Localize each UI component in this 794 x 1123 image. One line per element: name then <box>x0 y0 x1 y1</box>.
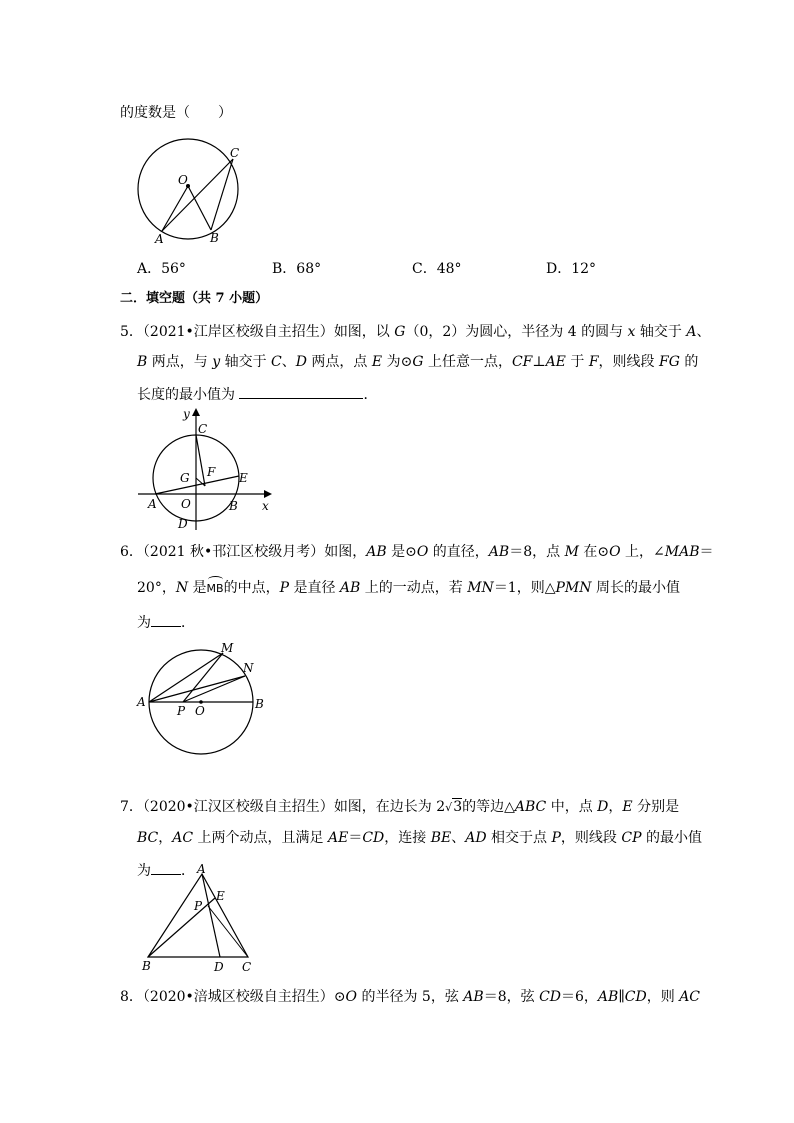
q6-label-p: P <box>177 704 186 718</box>
q6-label-a: A <box>137 695 146 709</box>
q6-label-m: M <box>221 641 234 655</box>
q5-label-o: O <box>181 497 191 511</box>
q7-label-p: P <box>194 899 203 913</box>
q4-option-a: A．56° <box>137 261 186 277</box>
q7-label-b: B <box>142 959 151 973</box>
q4-stem-tail: 的度数是（ ） <box>120 105 232 121</box>
q7-line2: BC，AC 上两个动点，且满足 AE＝CD，连接 BE、AD 相交于点 P，则线段 CP 的最小值 <box>137 830 702 846</box>
q4-option-c: C．48° <box>412 261 462 277</box>
q4-option-b: B．68° <box>272 261 322 277</box>
q5-label-b: B <box>229 499 238 513</box>
q5-label-d: D <box>178 517 188 531</box>
q6-answer-blank[interactable] <box>151 612 181 627</box>
q5-line2: B 两点，与 y 轴交于 C、D 两点，点 E 为⊙G 上任意一点，CF⊥AE 于 F，则线段 FG 的 <box>137 354 699 370</box>
q6-line3: 为 ． <box>137 612 195 633</box>
q5-label-f: F <box>207 465 216 479</box>
q4-option-d: D．12° <box>546 261 597 277</box>
q5-answer-blank[interactable] <box>239 384 363 399</box>
q6-label-b: B <box>255 697 264 711</box>
q4-circle <box>138 139 238 239</box>
q7-label-d: D <box>214 960 224 974</box>
q6-label-o: O <box>195 704 205 718</box>
q5-line3: 长度的最小值为 ． <box>137 384 377 405</box>
q6-label-n: N <box>243 661 254 675</box>
q5-label-c: C <box>198 422 208 436</box>
q7-line3: 为 ． <box>137 860 195 881</box>
q7-sqrt-3: 3 <box>453 799 463 815</box>
q4-label-c: C <box>230 146 240 160</box>
section-title: 二．填空题（共 7 小题） <box>120 291 269 306</box>
q5-circle-figure <box>138 408 278 533</box>
q5-label-e: E <box>239 471 248 485</box>
q4-label-o: O <box>178 173 188 187</box>
q5-label-x: x <box>262 499 269 513</box>
q7-label-a: A <box>197 862 206 876</box>
q5-label-a: A <box>148 497 157 511</box>
q7-line1: 7．（2020•江汉区校级自主招生）如图，在边长为 2√3的等边△ABC 中，点 D，E 分别是 <box>120 799 680 815</box>
q6-line2: 20°，N 是MB的中点，P 是直径 AB 上的一动点，若 MN＝1，则△PMN 周长的最小值 <box>137 578 680 599</box>
q6-line1: 6．（2021 秋•邗江区校级月考）如图，AB 是⊙O 的直径，AB＝8，点 M 在⊙O 上，∠MAB＝ <box>120 544 714 560</box>
q5-line1: 5．（2021•江岸区校级自主招生）如图，以 G（0，2）为圆心，半径为 4 的圆与 x 轴交于 A、 <box>120 324 711 340</box>
q4-label-a: A <box>155 232 164 246</box>
q5-label-y: y <box>183 407 190 421</box>
q5-label-g: G <box>180 471 190 485</box>
q7-triangle-figure <box>138 860 258 978</box>
q8-line1: 8．（2020•涪城区校级自主招生）⊙O 的半径为 5，弦 AB＝8，弦 CD＝6，AB∥CD，则 AC <box>120 989 701 1005</box>
q7-label-e: E <box>216 889 225 903</box>
q4-label-b: B <box>210 231 219 245</box>
q6-arc-mb: MB <box>207 579 224 599</box>
q6-circle-figure <box>135 640 270 755</box>
q4-circle-figure <box>130 142 260 248</box>
q7-label-c: C <box>242 960 252 974</box>
